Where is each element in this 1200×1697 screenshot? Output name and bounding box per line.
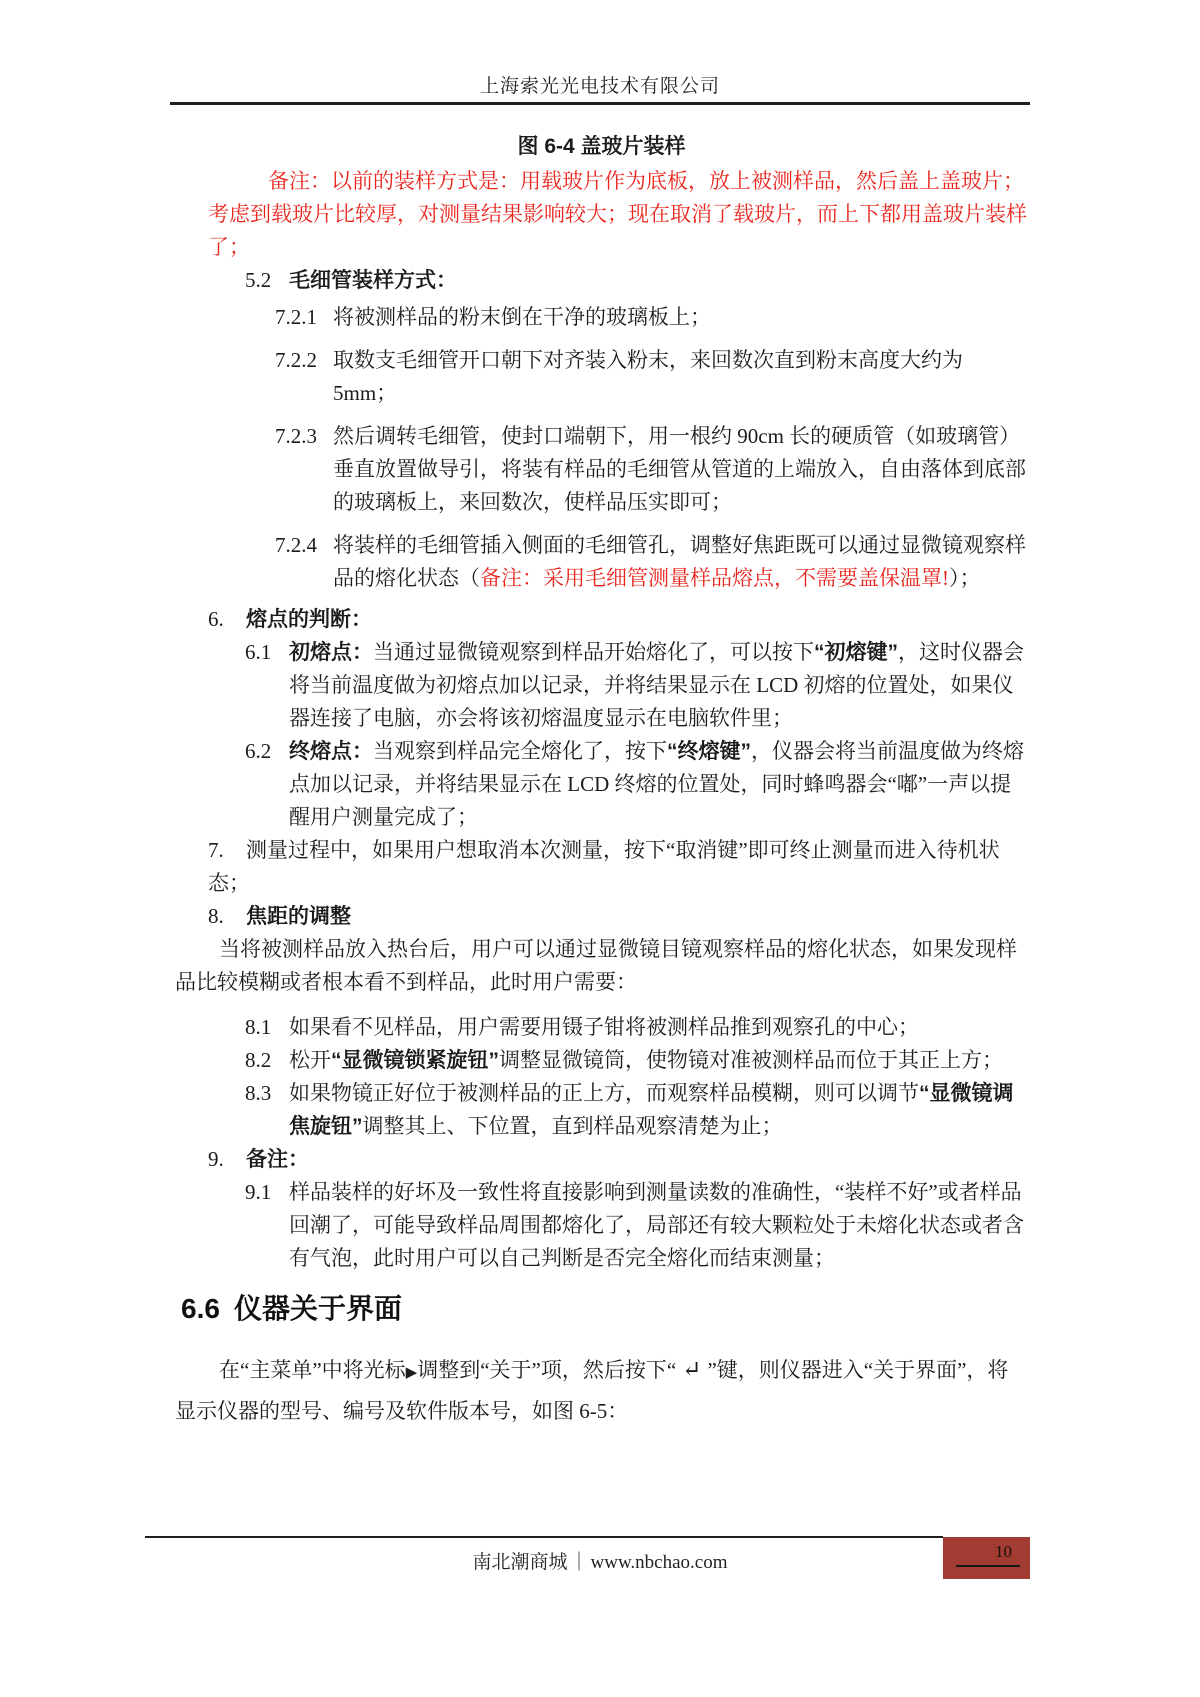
item-number: 7.2.1 <box>275 305 317 329</box>
item-number: 8.1 <box>245 1015 272 1039</box>
item-number: 7. <box>208 838 224 862</box>
item-8-3 <box>245 1077 1028 1143</box>
paragraph-text: 调整到“关于”项，然后按下“ <box>417 1358 677 1382</box>
item-6-1 <box>245 636 1028 735</box>
item-8 <box>208 900 1028 933</box>
item-number: 9.1 <box>245 1180 272 1204</box>
knob-name: “显微镜调焦旋钮” <box>289 1082 1014 1138</box>
item-text: 然后调转毛细管，使封口端朝下，用一根约 90cm 长的硬质管（如玻璃管）垂直放置做导引，将装有样品的毛细管从管道的上端放入，自由落体到底部的玻璃板上，来回数次，使样品压实即可； <box>333 424 1026 514</box>
item-text: 松开 <box>289 1048 331 1072</box>
term-label: 初熔点： <box>289 641 373 664</box>
item-title: 熔点的判断： <box>246 608 372 631</box>
item-text-end: ）； <box>949 566 981 590</box>
section-8-intro: 当将被测样品放入热台后，用户可以通过显微镜目镜观察样品的熔化状态，如果发现样品比较模糊或者根本看不到样品，此时用户需要： <box>175 937 1017 994</box>
key-name: “初熔键” <box>814 641 898 664</box>
item-text: 取数支毛细管开口朝下对齐装入粉末，来回数次直到粉末高度大约为 5mm； <box>333 348 963 405</box>
footer-site-name: 南北潮商城 <box>472 1552 568 1573</box>
item-title: 备注： <box>246 1148 309 1171</box>
item-6 <box>208 603 1028 636</box>
item-text: 当通过显微镜观察到样品开始熔化了，可以按下 <box>373 640 814 664</box>
section-number: 6.6 <box>181 1293 220 1324</box>
footer-url: www.nbchao.com <box>590 1552 728 1573</box>
item-6-2 <box>245 735 1028 834</box>
item-7-2-4 <box>275 529 1028 595</box>
item-number: 5.2 <box>245 268 272 292</box>
item-number: 7.2.4 <box>275 533 317 557</box>
inline-red-note: 备注：采用毛细管测量样品熔点，不需要盖保温罩! <box>480 566 949 590</box>
item-5-2 <box>245 264 1028 297</box>
item-8-2 <box>245 1044 1028 1077</box>
footer-divider <box>145 1536 943 1538</box>
item-text: 将被测样品的粉末倒在干净的玻璃板上； <box>333 305 711 329</box>
item-9-1 <box>245 1176 1028 1275</box>
item-text: 将装样的毛细管插入侧面的毛细管孔，调整好焦距既可以通过显微镜观察样品的熔化状态（ <box>333 533 1026 590</box>
section-title: 仪器关于界面 <box>233 1293 402 1324</box>
item-9 <box>208 1143 1028 1176</box>
page-number: 10 <box>956 1540 1020 1567</box>
item-7-2-1 <box>275 301 1028 334</box>
item-number: 6.1 <box>245 640 272 664</box>
section-heading-6-6 <box>181 1289 1028 1329</box>
footer-separator: ｜ <box>569 1552 589 1573</box>
item-text-end: ，这时仪器会将当前温度做为初熔点加以记录，并将结果显示在 LCD 初熔的位置处，如果仪器连接了电脑，亦会将该初熔温度显示在电脑软件里； <box>289 640 1024 730</box>
item-title: 焦距的调整 <box>246 905 351 928</box>
cursor-arrow-icon: ▶ <box>405 1365 418 1381</box>
header-company-name: 上海索光光电技术有限公司 <box>479 76 720 97</box>
item-text: 测量过程中，如果用户想取消本次测量，按下“取消键”即可终止测量而进入待机状态； <box>208 838 1000 895</box>
item-text: 当观察到样品完全熔化了，按下 <box>373 739 667 763</box>
item-number: 7.2.2 <box>275 348 317 372</box>
item-text: 如果物镜正好位于被测样品的正上方，而观察样品模糊，则可以调节 <box>289 1081 919 1105</box>
item-number: 8.2 <box>245 1048 272 1072</box>
enter-key-icon: ↵ <box>682 1357 702 1382</box>
item-text-end: 调整其上、下位置，直到样品观察清楚为止； <box>362 1114 783 1138</box>
item-number: 6.2 <box>245 739 272 763</box>
item-7-2-2 <box>275 344 1028 410</box>
item-8-1 <box>245 1011 1028 1044</box>
item-7 <box>208 834 1028 900</box>
document-body <box>175 130 1028 1430</box>
section-6-6-paragraph <box>175 1351 1028 1430</box>
figure-caption: 图 6-4 盖玻片装样 <box>517 135 686 158</box>
item-number: 9. <box>208 1147 224 1171</box>
term-label: 终熔点： <box>289 740 373 763</box>
item-text: 样品装样的好坏及一致性将直接影响到测量读数的准确性，“装样不好”或者样品回潮了，可能导致样品周围都熔化了，局部还有较大颗粒处于未熔化状态或者含有气泡，此时用户可以自己判断是否完全熔化而结束测量； <box>289 1180 1024 1270</box>
item-number: 7.2.3 <box>275 424 317 448</box>
red-note-paragraph: 备注：以前的装样方式是：用载玻片作为底板，放上被测样品，然后盖上盖玻片；考虑到载玻片比较厚，对测量结果影响较大；现在取消了载玻片，而上下都用盖玻片装样了； <box>208 169 1027 259</box>
knob-name: “显微镜锁紧旋钮” <box>331 1049 499 1072</box>
item-text: 如果看不见样品，用户需要用镊子钳将被测样品推到观察孔的中心； <box>289 1015 919 1039</box>
item-number: 8. <box>208 904 224 928</box>
key-name: “终熔键” <box>667 740 751 763</box>
header-divider <box>170 102 1030 105</box>
item-text-end: 调整显微镜筒，使物镜对准被测样品而位于其正上方； <box>499 1048 1003 1072</box>
item-number: 8.3 <box>245 1081 272 1105</box>
paragraph-text: 在“主菜单”中将光标 <box>219 1358 406 1382</box>
paragraph-text: ”键，则仪器进入“关于界面”，将显示仪器的型号、编号及软件版本号，如图 6-5： <box>175 1358 1009 1423</box>
item-number: 6. <box>208 607 224 631</box>
item-7-2-3 <box>275 420 1028 519</box>
item-title: 毛细管装样方式： <box>289 269 457 292</box>
item-text-end: ，仪器会将当前温度做为终熔点加以记录，并将结果显示在 LCD 终熔的位置处，同时蜂鸣器会“嘟”一声以提醒用户测量完成了； <box>289 739 1024 829</box>
page-number-badge <box>943 1537 1030 1579</box>
